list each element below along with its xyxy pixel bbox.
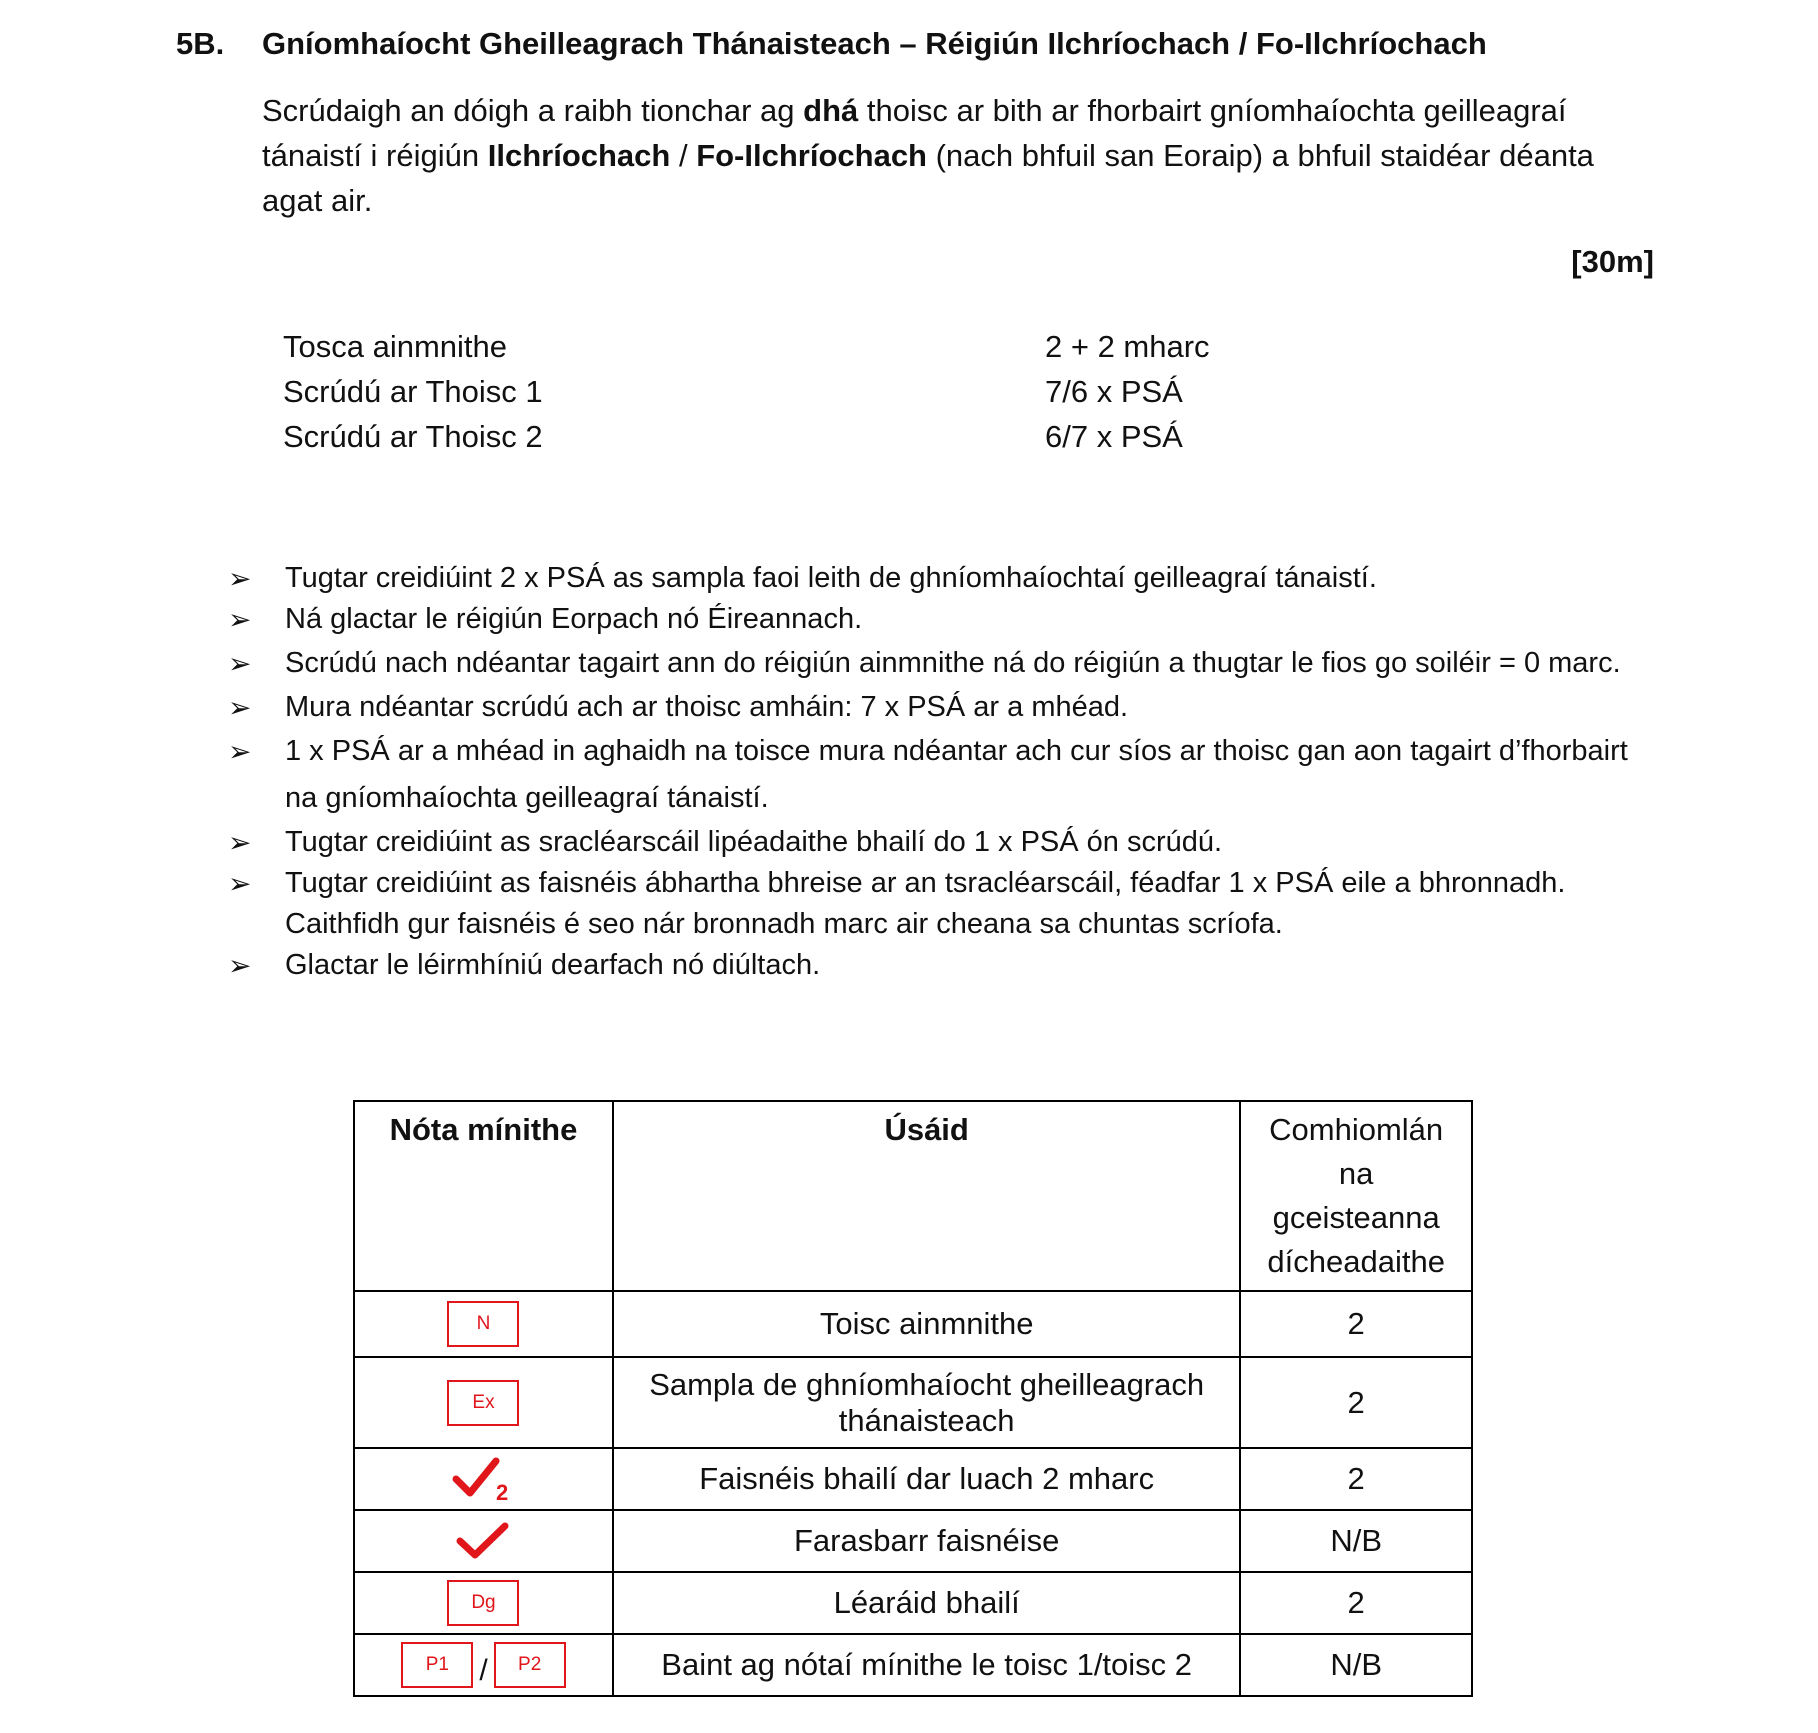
- table-header-row: [354, 1101, 1472, 1291]
- list-item-text: Mura ndéantar scrúdú ach ar thoisc amháin: 7 x PSÁ ar a mhéad.: [285, 691, 1129, 723]
- note-cell: [354, 1448, 613, 1510]
- usage-cell: Baint ag nótaí mínithe le toisc 1/toisc 2: [613, 1634, 1240, 1696]
- table-row: [354, 1291, 1472, 1357]
- header-total: Comhiomlán na gceisteanna dícheadaithe: [1240, 1101, 1472, 1291]
- stamp-ex: Ex: [447, 1380, 519, 1426]
- header-note: Nóta mínithe: [354, 1101, 613, 1291]
- usage-cell: Léaráid bhailí: [613, 1572, 1240, 1634]
- usage-cell: Sampla de ghníomhaíocht gheilleagrach thánaisteach: [613, 1357, 1240, 1448]
- total-cell: 2: [1240, 1357, 1472, 1448]
- list-item: [228, 945, 1668, 986]
- total-cell: 2: [1240, 1291, 1472, 1357]
- total-cell: N/B: [1240, 1510, 1472, 1572]
- question-title: Gníomhaíocht Gheilleagrach Thánaisteach – Réigiún Ilchríochach / Fo-Ilchríochach: [262, 26, 1487, 61]
- usage-cell: Faisnéis bhailí dar luach 2 mharc: [613, 1448, 1240, 1510]
- stamp-p1: P1: [401, 1642, 473, 1688]
- question-body: [262, 88, 1662, 223]
- body-bold-text: dhá: [803, 93, 859, 128]
- list-item: [228, 863, 1668, 945]
- allocation-label: Tosca ainmnithe: [283, 329, 508, 364]
- total-cell: 2: [1240, 1448, 1472, 1510]
- right-arrowhead-icon: ➢: [228, 692, 252, 723]
- right-arrowhead-icon: ➢: [228, 868, 252, 899]
- list-item-text: Tugtar creidiúint as sracléarscáil lipéadaithe bhailí do 1 x PSÁ ón scrúdú.: [285, 826, 1223, 858]
- list-item-text: 1 x PSÁ ar a mhéad in aghaidh na toisce mura ndéantar ach cur síos ar thoisc gan aon tagairt d’fhorbairt na gníomhaíochta geilleagraí tánaistí.: [285, 735, 1628, 814]
- stamp-dg: Dg: [447, 1580, 519, 1626]
- total-cell: 2: [1240, 1572, 1472, 1634]
- question-number: 5B.: [176, 26, 225, 61]
- stamp-p2: P2: [494, 1642, 566, 1688]
- allocation-label: Scrúdú ar Thoisc 2: [283, 419, 543, 454]
- right-arrowhead-icon: ➢: [228, 648, 252, 679]
- list-item-text: Glactar le léirmhíniú dearfach nó diúltach.: [285, 949, 821, 981]
- table-row: [354, 1357, 1472, 1448]
- note-cell: [354, 1357, 613, 1448]
- table-row: [354, 1448, 1472, 1510]
- right-arrowhead-icon: ➢: [228, 827, 252, 858]
- allocation-value: 2 + 2 mharc: [1045, 329, 1210, 364]
- list-item: [228, 687, 1668, 728]
- body-text: /: [670, 138, 697, 173]
- stamp-n: N: [447, 1301, 519, 1347]
- right-arrowhead-icon: ➢: [228, 736, 252, 767]
- body-text: (nach bhfuil san Eoraip) a bhfuil staidéar déanta agat air.: [262, 138, 1594, 218]
- tick-subscript: 2: [496, 1480, 509, 1501]
- table-row: [354, 1510, 1472, 1572]
- total-marks: [30m]: [1571, 244, 1654, 279]
- list-item-text: Tugtar creidiúint 2 x PSÁ as sampla faoi leith de ghníomhaíochtaí geilleagraí tánaistí.: [285, 562, 1377, 594]
- table-row: [354, 1634, 1472, 1696]
- body-text: thoisc ar bith ar fhorbairt gníomhaíochta geilleagraí tánaistí i réigiún: [262, 93, 1567, 173]
- stamp-separator: /: [479, 1654, 488, 1687]
- list-item-text: Ná glactar le réigiún Eorpach nó Éireannach.: [285, 603, 863, 635]
- list-item: [228, 599, 1668, 640]
- mark-allocation: [283, 324, 1283, 459]
- right-arrowhead-icon: ➢: [228, 950, 252, 981]
- note-cell: [354, 1634, 613, 1696]
- tick-2-icon: [452, 1457, 514, 1501]
- body-text: Scrúdaigh an dóigh a raibh tionchar ag: [262, 93, 804, 128]
- body-bold-text: Fo-Ilchríochach: [696, 138, 927, 173]
- table-row: [354, 1572, 1472, 1634]
- annotation-legend-table: [353, 1100, 1473, 1697]
- usage-cell: Toisc ainmnithe: [613, 1291, 1240, 1357]
- mark-allocation-row: [283, 369, 1283, 414]
- note-cell: [354, 1291, 613, 1357]
- right-arrowhead-icon: ➢: [228, 604, 252, 635]
- body-bold-text: Ilchríochach: [487, 138, 671, 173]
- total-cell: N/B: [1240, 1634, 1472, 1696]
- list-item: [228, 640, 1668, 687]
- note-cell: [354, 1572, 613, 1634]
- header-usage: Úsáid: [613, 1101, 1240, 1291]
- list-item: [228, 558, 1668, 599]
- right-arrowhead-icon: ➢: [228, 563, 252, 594]
- mark-allocation-row: [283, 414, 1283, 459]
- list-item-text: Tugtar creidiúint as faisnéis ábhartha bhreise ar an tsracléarscáil, féadfar 1 x PSÁ eile a bhronnadh. Caithfidh gur faisnéis é seo nár bronnadh marc air cheana sa chuntas scríofa.: [285, 867, 1566, 940]
- note-cell: [354, 1510, 613, 1572]
- list-item: [228, 728, 1668, 822]
- list-item-text: Scrúdú nach ndéantar tagairt ann do réigiún ainmnithe ná do réigiún a thugtar le fios go soiléir = 0 marc.: [285, 647, 1621, 679]
- list-item: [228, 822, 1668, 863]
- allocation-value: 7/6 x PSÁ: [1045, 374, 1183, 409]
- mark-allocation-row: [283, 324, 1283, 369]
- marking-notes-list: [228, 558, 1668, 986]
- tick-icon: [455, 1521, 511, 1561]
- usage-cell: Farasbarr faisnéise: [613, 1510, 1240, 1572]
- allocation-label: Scrúdú ar Thoisc 1: [283, 374, 543, 409]
- allocation-value: 6/7 x PSÁ: [1045, 419, 1183, 454]
